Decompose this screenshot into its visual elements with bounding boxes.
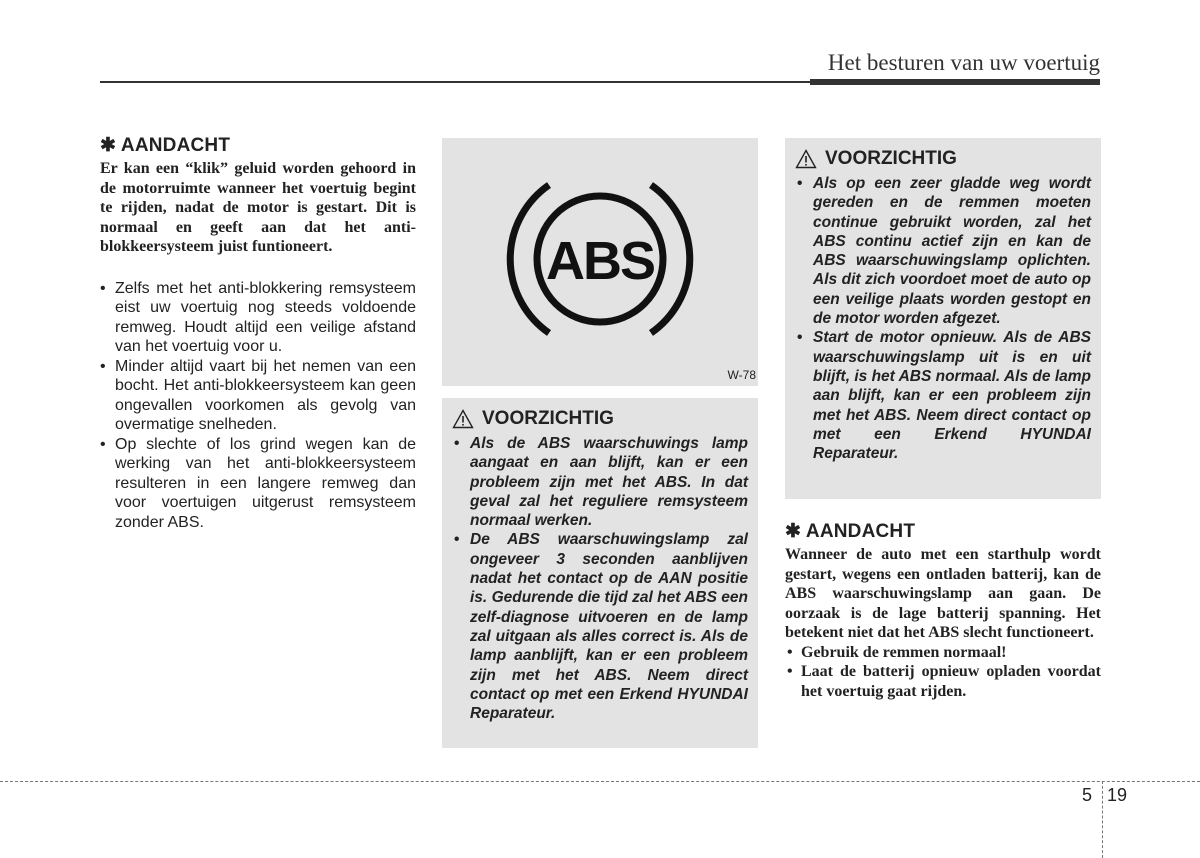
list-item: • Minder altijd vaart bij het nemen van een bocht. Het anti-blokkeersysteem kan geen ongevallen voorkomen als gevolg van overmatige snelheden.: [100, 357, 416, 435]
aandacht-text: Er kan een “klik” geluid worden gehoord in de motorruimte wanneer het voertuig begint te rijden, nadat de motor is gestart. Dit is normaal en geeft aan dat het anti-blokkeersysteem juist funtioneert.: [100, 160, 416, 255]
header-bar: [810, 79, 1100, 85]
abs-symbol-text: ABS: [545, 231, 655, 291]
caution-box-1: [442, 398, 758, 748]
caution-heading: [795, 148, 1091, 170]
figure-code: W-78: [727, 368, 756, 382]
caution-list: [795, 174, 1091, 463]
footer-vertical-dashed-rule: [1102, 781, 1103, 858]
aandacht-text: Wanneer de auto met een starthulp wordt gestart, wegens een ontladen batterij, kan de ABS waarschuwingslamp aan gaan. De oorzaak is de lage batterij spanning. Het betekent niet dat het ABS slecht functioneert.: [785, 546, 1101, 641]
list-item: • Start de motor opnieuw. Als de ABS waarschuwingslamp uit is en uit blijft, is het ABS normaal. Als de lamp aan blijft, kan er een probleem zijn met het ABS. Neem direct contact op met een Erkend HYUNDAI Reparateur.: [795, 328, 1091, 463]
abs-warning-figure: [442, 138, 758, 386]
aandacht-heading: ✱ AANDACHT: [785, 521, 916, 542]
right-aandacht: [785, 520, 1101, 701]
page-header-title: Het besturen van uw voertuig: [827, 50, 1100, 75]
caution-title: VOORZICHTIG: [825, 148, 957, 169]
left-bullet-list: [100, 279, 416, 533]
warning-triangle-icon: [452, 409, 474, 429]
footer-dashed-rule: [0, 781, 1200, 782]
list-item: • Gebruik de remmen normaal!: [785, 643, 1101, 663]
aandacht-heading: ✱ AANDACHT: [100, 135, 231, 156]
caution-box-2: [785, 138, 1101, 499]
warning-triangle-icon: [795, 149, 817, 169]
list-item: • Op slechte of los grind wegen kan de werking van het anti-blokkeersysteem resulteren in een langere remweg dan voor voertuigen uitgerust remsysteem zonder ABS.: [100, 435, 416, 533]
right-bullet-list: [785, 643, 1101, 702]
chapter-number: 5: [1082, 785, 1093, 805]
page-number: 19: [1107, 785, 1128, 805]
list-item: • Zelfs met het anti-blokkering remsysteem eist uw voertuig nog steeds voldoende remweg. Houdt altijd een veilige afstand van het voertuig voor u.: [100, 279, 416, 357]
list-item: • Als op een zeer gladde weg wordt gereden en de remmen moeten continue gebruikt worden, zal het ABS continu actief zijn en kan de ABS waarschuwingslamp oplichten. Als dit zich voordoet moet de auto op een veilige plaats worden gestopt en de motor worden afgezet.: [795, 174, 1091, 328]
caution-title: VOORZICHTIG: [482, 408, 614, 429]
left-column: [100, 134, 416, 532]
caution-heading: [452, 408, 748, 430]
list-item: • Als de ABS waarschuwings lamp aangaat en aan blijft, kan er een probleem zijn met het ABS. In dat geval zal het reguliere remsysteem normaal werken.: [452, 434, 748, 530]
list-item: • Laat de batterij opnieuw opladen voordat het voertuig gaat rijden.: [785, 662, 1101, 701]
abs-warning-lamp-icon: [442, 138, 758, 386]
list-item: • De ABS waarschuwingslamp zal ongeveer 3 seconden aanblijven nadat het contact op de AAN positie is. Gedurende die tijd zal het ABS een zelf-diagnose uitvoeren en de lamp zal uitgaan als alles correct is. Als de lamp aanblijft, kan er een probleem zijn met het ABS. Neem direct contact op met een Erkend HYUNDAI Reparateur.: [452, 530, 748, 723]
caution-list: [452, 434, 748, 723]
